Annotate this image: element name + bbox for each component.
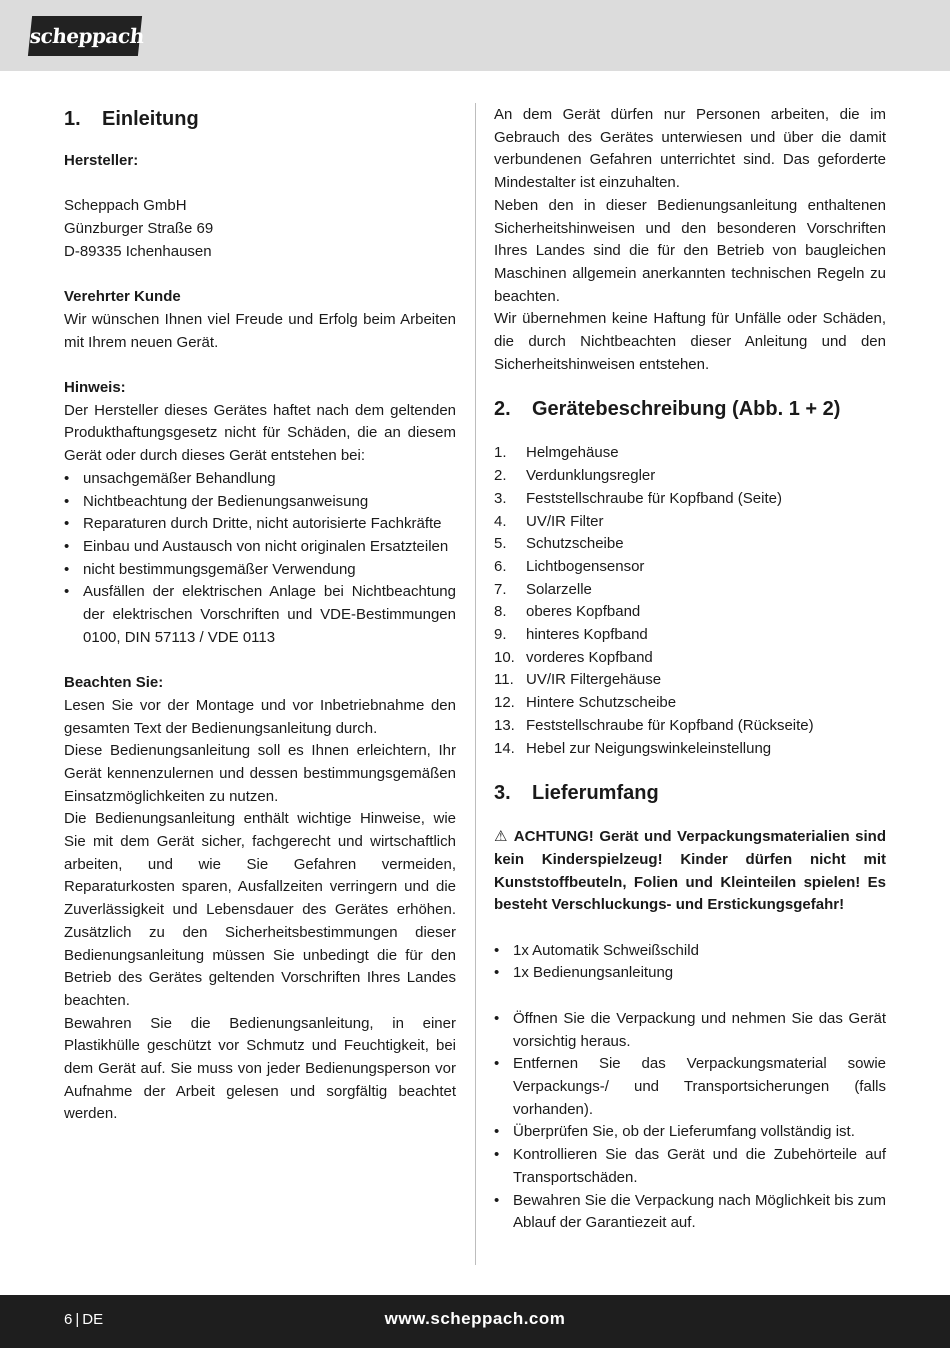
- part-label: UV/IR Filtergehäuse: [526, 671, 662, 689]
- part-item: [494, 465, 886, 488]
- page-number: 6: [64, 1311, 73, 1328]
- part-label: oberes Kopfband: [526, 603, 641, 621]
- part-item: [494, 647, 886, 670]
- part-number: 8.: [494, 603, 507, 621]
- list-item: • Überprüfen Sie, ob der Lieferumfang vollständig ist.: [494, 1121, 886, 1144]
- customer-label: Verehrter Kunde: [64, 288, 181, 306]
- section-1-heading: [64, 104, 456, 134]
- intro-paragraph: Wir übernehmen keine Haftung für Unfälle oder Schäden, die durch Nichtbeachten dieser Anleitung und den Sicherheitshinweisen entstehen.: [494, 310, 886, 373]
- part-number: 12.: [494, 694, 515, 712]
- parts-list: [494, 442, 886, 760]
- part-label: Lichtbogensensor: [526, 557, 645, 575]
- part-label: UV/IR Filter: [526, 512, 604, 530]
- list-item: • Öffnen Sie die Verpackung und nehmen Sie das Gerät vorsichtig heraus.: [494, 1008, 886, 1053]
- section-2-heading: [494, 394, 886, 424]
- left-column: [64, 104, 456, 1126]
- part-number: 7.: [494, 580, 507, 598]
- scope-list: [494, 940, 886, 985]
- warning-triangle-icon: ⚠: [494, 828, 509, 846]
- part-item: [494, 488, 886, 511]
- list-item: • nicht bestimmungsgemäßer Verwendung: [64, 559, 456, 582]
- part-label: Feststellschraube für Kopfband (Seite): [526, 489, 782, 507]
- list-item: • Kontrollieren Sie das Gerät und die Zubehörteile auf Transportschäden.: [494, 1144, 886, 1189]
- part-item: [494, 579, 886, 602]
- manufacturer-label: Hersteller:: [64, 152, 139, 169]
- part-number: 14.: [494, 739, 515, 757]
- part-label: Feststellschraube für Kopfband (Rückseite): [526, 716, 814, 734]
- intro-paragraph: Neben den in dieser Bedienungsanleitung enthaltenen Sicherheitshinweisen und den besonderen Vorschriften Ihres Landes sind die für den Betrieb von baugleichen Maschinen allgemein anerkannten technischen Regeln zu beachten.: [494, 196, 886, 305]
- part-label: Schutzscheibe: [526, 535, 624, 553]
- section-3-title: Lieferumfang: [532, 782, 659, 805]
- observe-paragraph: Bewahren Sie die Bedienungsanleitung, in einer Plastikhülle geschützt vor Schmutz und Feuchtigkeit, bei dem Gerät auf. Sie muss von jeder Bedienungsperson vor Aufnahme der Arbeit gelesen und sorgfältig beachtet werden.: [64, 1014, 456, 1123]
- list-item: • Ausfällen der elektrischen Anlage bei Nichtbeachtung der elektrischen Vorschriften und VDE-Bestimmungen 0100, DIN 57113 / VDE 0113: [64, 581, 456, 649]
- list-item: • 1x Automatik Schweißschild: [494, 940, 886, 963]
- note-list: [64, 468, 456, 650]
- page-separator: |: [75, 1311, 80, 1328]
- address-line: Scheppach GmbH: [64, 197, 187, 215]
- note-label: Hinweis:: [64, 378, 126, 396]
- part-item: [494, 533, 886, 556]
- observe-paragraph: Die Bedienungsanleitung enthält wichtige Hinweise, wie Sie mit dem Gerät sicher, fachgerecht und wirtschaftlich arbeiten, und wie Sie Gefahren vermeiden, Reparaturkosten sparen, Ausfallzeiten verringern und die Zuverlässigkeit und Lebensdauer des Gerätes erhöhen. Zusätzlich zu den Sicherheitsbestimmungen dieser Bedienungsanleitung müssen Sie unbedingt die für den Betrieb des Gerätes geltenden Vorschriften Ihres Landes beachten.: [64, 810, 456, 1009]
- intro-paragraph: An dem Gerät dürfen nur Personen arbeiten, die im Gebrauch des Gerätes unterwiesen und über die damit verbundenen Gefahren unterrichtet sind. Das geforderte Mindestalter ist einzuhalten.: [494, 106, 886, 192]
- column-divider: [475, 103, 476, 1265]
- part-item: [494, 511, 886, 534]
- list-item: • Entfernen Sie das Verpackungsmaterial sowie Verpackungs-/ und Transportsicherungen (falls vorhanden).: [494, 1053, 886, 1121]
- right-column: [494, 104, 886, 1235]
- part-label: Solarzelle: [526, 580, 592, 598]
- part-item: [494, 556, 886, 579]
- language-code: DE: [82, 1311, 104, 1328]
- scheppach-logo: scheppach: [28, 16, 142, 56]
- part-number: 13.: [494, 716, 515, 734]
- address-line: Günzburger Straße 69: [64, 220, 214, 238]
- section-1-title: Einleitung: [102, 108, 199, 130]
- header-bar: [0, 0, 950, 71]
- section-1-number: 1.: [64, 108, 81, 130]
- footer-bar: [0, 1295, 950, 1348]
- part-item: [494, 738, 886, 761]
- customer-text: Wir wünschen Ihnen viel Freude und Erfolg beim Arbeiten mit Ihrem neuen Gerät.: [64, 310, 456, 351]
- part-item: [494, 715, 886, 738]
- observe-paragraph: Diese Bedienungsanleitung soll es Ihnen erleichtern, Ihr Gerät kennenzulernen und dessen bestimmungsgemäßen Einsatzmöglichkeiten zu nutzen.: [64, 742, 456, 805]
- observe-label: Beachten Sie:: [64, 674, 164, 692]
- list-item: • unsachgemäßer Behandlung: [64, 468, 456, 491]
- list-item: • Reparaturen durch Dritte, nicht autorisierte Fachkräfte: [64, 513, 456, 536]
- part-number: 9.: [494, 626, 507, 644]
- part-label: hinteres Kopfband: [526, 626, 648, 644]
- warning-text: ACHTUNG! Gerät und Verpackungsmaterialien sind kein Kinderspielzeug! Kinder dürfen nicht mit Kunststoffbeuteln, Folien und Kleinteilen spielen! Es besteht Verschluckungs- und Erstickungsgefahr!: [494, 828, 886, 914]
- part-number: 2.: [494, 467, 507, 485]
- website-link[interactable]: www.scheppach.com: [384, 1309, 566, 1328]
- part-number: 5.: [494, 535, 507, 553]
- section-2-number: 2.: [494, 398, 511, 421]
- section-3-heading: [494, 778, 886, 808]
- part-number: 4.: [494, 512, 507, 530]
- part-label: Hintere Schutzscheibe: [526, 694, 677, 712]
- part-label: Helmgehäuse: [526, 444, 619, 462]
- part-label: vorderes Kopfband: [526, 648, 653, 666]
- section-3-number: 3.: [494, 782, 511, 805]
- section-2-title: Gerätebeschreibung (Abb. 1 + 2): [532, 398, 841, 421]
- part-number: 11.: [494, 671, 514, 689]
- part-item: [494, 624, 886, 647]
- part-item: [494, 442, 886, 465]
- list-item: • 1x Bedienungsanleitung: [494, 962, 886, 985]
- part-label: Verdunklungsregler: [526, 467, 656, 485]
- unpack-list: [494, 1008, 886, 1235]
- part-number: 10.: [494, 648, 515, 666]
- part-label: Hebel zur Neigungswinkeleinstellung: [526, 739, 772, 757]
- part-item: [494, 692, 886, 715]
- list-item: • Nichtbeachtung der Bedienungsanweisung: [64, 491, 456, 514]
- part-number: 3.: [494, 489, 507, 507]
- list-item: • Einbau und Austausch von nicht originalen Ersatzteilen: [64, 536, 456, 559]
- warning-notice: [494, 826, 886, 917]
- part-number: 1.: [494, 444, 507, 462]
- part-item: [494, 601, 886, 624]
- observe-paragraph: Lesen Sie vor der Montage und vor Inbetriebnahme den gesamten Text der Bedienungsanleitung durch.: [64, 696, 456, 737]
- part-number: 6.: [494, 557, 507, 575]
- list-item: • Bewahren Sie die Verpackung nach Möglichkeit bis zum Ablauf der Garantiezeit auf.: [494, 1190, 886, 1235]
- note-text: Der Hersteller dieses Gerätes haftet nach dem geltenden Produkthaftungsgesetz nicht für Schäden, die an diesem Gerät oder durch dieses Gerät entstehen bei:: [64, 401, 456, 465]
- address-line: D-89335 Ichenhausen: [64, 242, 212, 260]
- part-item: [494, 669, 886, 692]
